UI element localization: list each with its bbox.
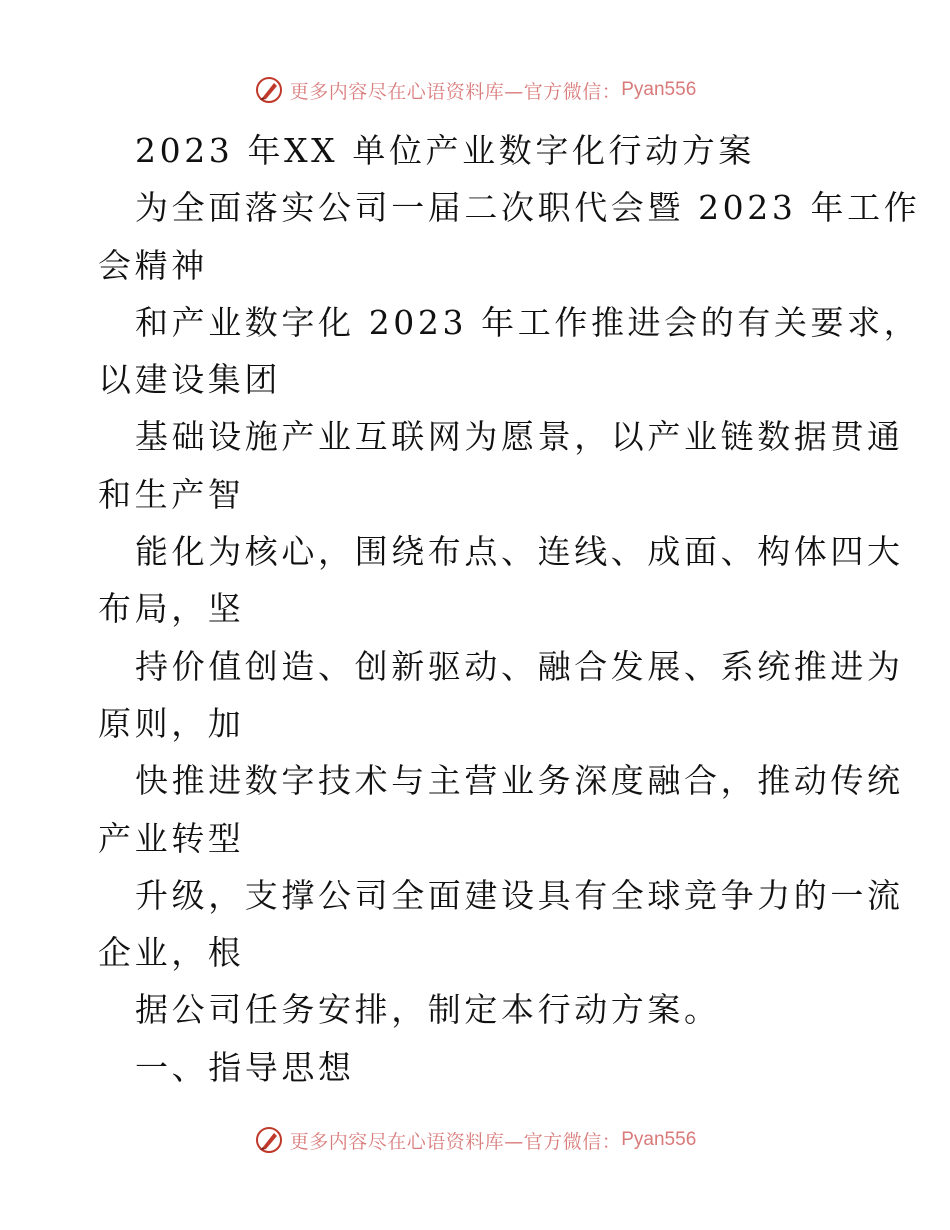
paragraph-line: 和生产智 [98,474,245,514]
paragraph-line: 企业，根 [98,933,245,973]
document-title: 2023 年XX 单位产业数字化行动方案 [135,131,755,170]
watermark-id: Pyan556 [621,1129,697,1150]
paragraph-line: 快推进数字技术与主营业务深度融合，推动传统 [135,761,904,801]
section-heading: 一、指导思想 [135,1047,355,1087]
watermark-id: Pyan556 [621,79,697,100]
paragraph-line: 升级，支撑公司全面建设具有全球竞争力的一流 [135,875,904,915]
pen-logo-icon [254,75,284,105]
paragraph-line: 以建设集团 [98,360,281,400]
paragraph-line: 基础设施产业互联网为愿景，以产业链数据贯通 [135,417,904,457]
paragraph-line: 持价值创造、创新驱动、融合发展、系统推进为 [135,646,904,686]
watermark-text: 更多内容尽在心语资料库—官方微信： [289,80,622,103]
paragraph-line: 据公司任务安排，制定本行动方案。 [135,990,721,1030]
paragraph-line: 原则，加 [98,703,245,743]
pen-logo-icon [254,1125,284,1155]
footer-watermark [0,1120,950,1160]
header-watermark [0,70,950,110]
paragraph-line: 产业转型 [98,818,245,858]
paragraph-line: 布局，坚 [98,589,245,629]
paragraph-line: 会精神 [98,245,208,285]
paragraph-line: 能化为核心，围绕布点、连线、成面、构体四大 [135,532,904,572]
watermark-text: 更多内容尽在心语资料库—官方微信： [289,1130,622,1153]
paragraph-line: 为全面落实公司一届二次职代会暨 2023 年工作 [135,188,921,228]
paragraph-line: 和产业数字化 2023 年工作推进会的有关要求， [135,302,921,342]
document-body [98,122,921,1096]
